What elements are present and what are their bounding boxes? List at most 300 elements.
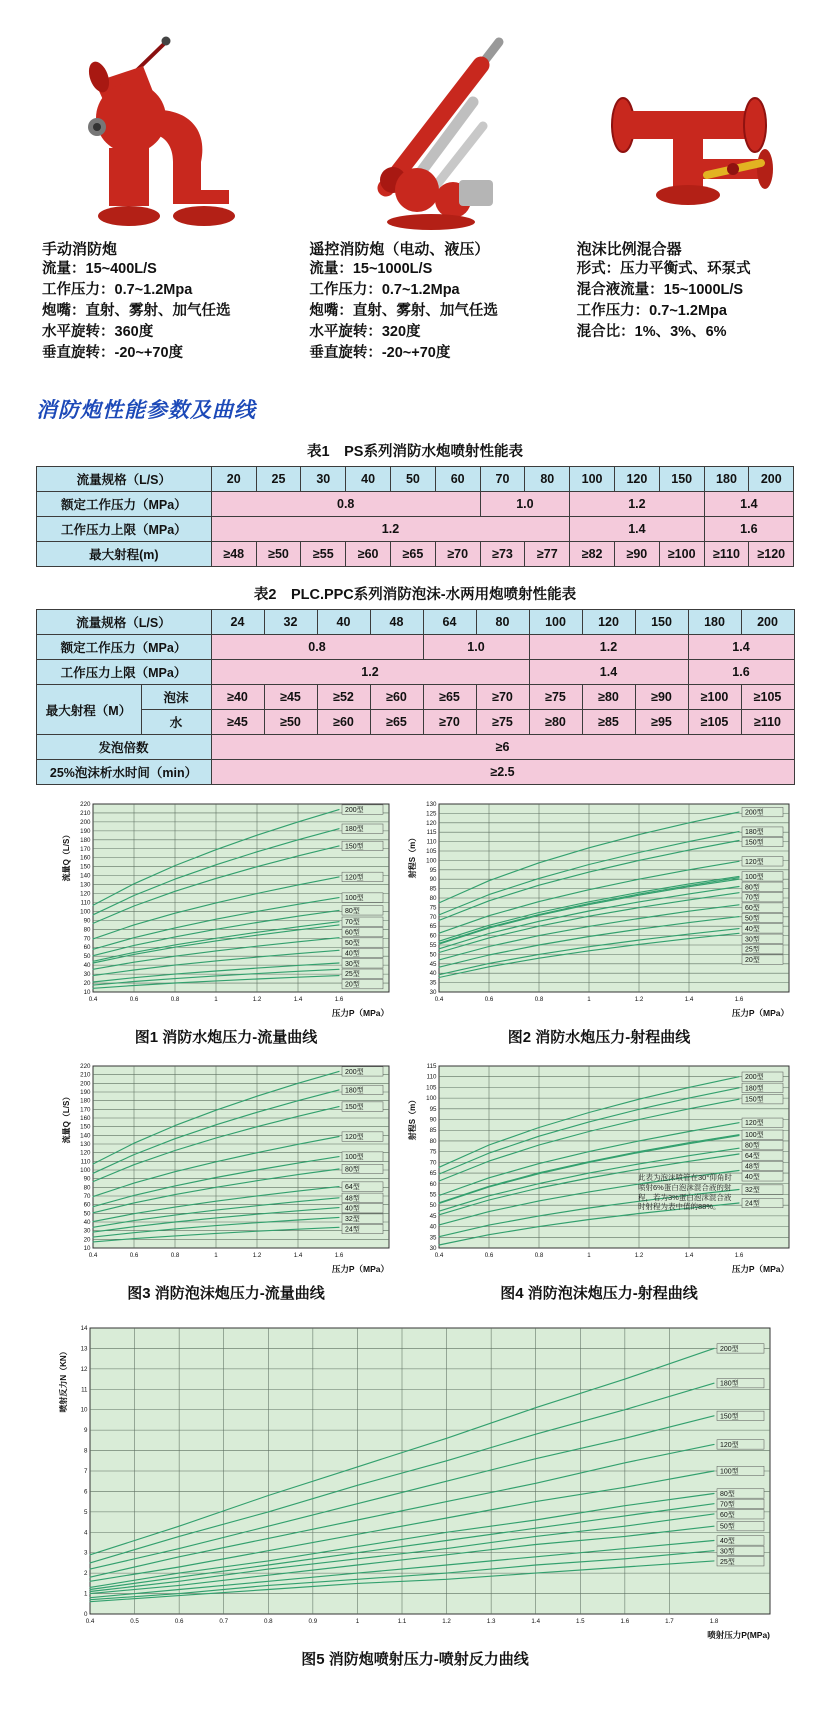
- fig3-chart: [60, 1057, 392, 1280]
- table-cell: 1.4: [529, 660, 688, 685]
- svg-text:60型: 60型: [720, 1511, 735, 1519]
- table-cell: 额定工作压力（MPa）: [36, 492, 211, 517]
- table-cell: ≥100: [659, 542, 704, 567]
- table2-container: [0, 609, 830, 785]
- table-cell: 0.8: [211, 492, 480, 517]
- product-specs: [42, 259, 275, 364]
- svg-text:1.2: 1.2: [252, 1252, 262, 1260]
- svg-text:130: 130: [80, 881, 91, 889]
- svg-text:20型: 20型: [345, 981, 360, 989]
- svg-text:60: 60: [429, 1180, 437, 1188]
- svg-text:压力P（MPa）: 压力P（MPa）: [331, 1264, 389, 1275]
- svg-text:120: 120: [426, 819, 437, 827]
- svg-text:70: 70: [83, 935, 91, 943]
- table-cell: ≥52: [317, 685, 370, 710]
- svg-text:35: 35: [429, 979, 437, 987]
- manual-monitor-image: [42, 22, 275, 230]
- table-cell: ≥48: [211, 542, 256, 567]
- svg-text:120型: 120型: [345, 1134, 364, 1142]
- fig5-plot: [57, 1319, 773, 1641]
- table-cell: 60: [435, 467, 480, 492]
- table-cell: 25: [256, 467, 301, 492]
- svg-text:190: 190: [80, 1089, 91, 1097]
- table-row: [36, 467, 793, 492]
- svg-text:1: 1: [214, 1252, 218, 1260]
- table-cell: 48: [370, 610, 423, 635]
- svg-text:110: 110: [426, 1073, 437, 1081]
- table-cell: 80: [525, 467, 570, 492]
- svg-text:24型: 24型: [745, 1200, 760, 1208]
- product-spec-line: 水平旋转：320度: [309, 324, 421, 341]
- svg-text:100型: 100型: [345, 895, 364, 903]
- table-cell: 最大射程(m): [36, 542, 211, 567]
- table-cell: 1.2: [570, 492, 704, 517]
- svg-text:0.4: 0.4: [88, 996, 98, 1004]
- table-cell: ≥70: [423, 710, 476, 735]
- table-cell: 1.4: [688, 635, 794, 660]
- svg-text:25型: 25型: [720, 1558, 735, 1566]
- table-cell: 1.0: [423, 635, 529, 660]
- svg-text:1.4: 1.4: [531, 1618, 541, 1626]
- svg-text:0.4: 0.4: [434, 996, 444, 1004]
- svg-text:50: 50: [83, 953, 91, 961]
- svg-text:140: 140: [80, 1132, 91, 1140]
- fig1-plot: [60, 795, 392, 1019]
- svg-text:40: 40: [83, 1219, 91, 1227]
- fig2-block: [406, 795, 792, 1057]
- svg-text:32型: 32型: [345, 1216, 360, 1224]
- table-cell: 70: [480, 467, 525, 492]
- table-cell: 水: [141, 710, 211, 735]
- svg-text:60型: 60型: [345, 929, 360, 937]
- svg-text:40型: 40型: [720, 1538, 735, 1546]
- table-cell: ≥60: [317, 710, 370, 735]
- svg-text:1.8: 1.8: [709, 1618, 719, 1626]
- svg-text:30: 30: [83, 1227, 91, 1235]
- svg-text:60: 60: [83, 944, 91, 952]
- svg-text:1.4: 1.4: [684, 1252, 694, 1260]
- svg-text:80型: 80型: [345, 907, 360, 915]
- svg-text:55: 55: [429, 942, 437, 950]
- svg-text:150型: 150型: [345, 843, 364, 851]
- table-cell: 泡沫: [141, 685, 211, 710]
- table-cell: ≥65: [423, 685, 476, 710]
- table-row: [36, 760, 794, 785]
- svg-text:130: 130: [80, 1141, 91, 1149]
- svg-text:220: 220: [80, 1063, 91, 1071]
- svg-text:压力P（MPa）: 压力P（MPa）: [731, 1008, 789, 1019]
- table-cell: 32: [264, 610, 317, 635]
- svg-text:200: 200: [80, 1080, 91, 1088]
- table-cell: ≥100: [688, 685, 741, 710]
- svg-text:90: 90: [429, 1116, 437, 1124]
- table-cell: ≥70: [435, 542, 480, 567]
- svg-text:0.4: 0.4: [434, 1252, 444, 1260]
- product-manual-monitor: [42, 22, 275, 364]
- svg-text:150型: 150型: [745, 839, 764, 847]
- svg-text:1.2: 1.2: [634, 1252, 644, 1260]
- table-cell: 工作压力上限（MPa）: [36, 660, 211, 685]
- svg-text:190: 190: [80, 827, 91, 835]
- table-row: [36, 542, 793, 567]
- svg-text:180型: 180型: [745, 829, 764, 837]
- fig1-caption: 图1 消防水炮压力-流量曲线: [134, 1029, 318, 1047]
- table-cell: ≥105: [741, 685, 794, 710]
- svg-text:170: 170: [80, 1106, 91, 1114]
- table-cell: 1.6: [704, 517, 794, 542]
- svg-text:喷射压力P(MPa): 喷射压力P(MPa): [707, 1630, 770, 1641]
- svg-text:10: 10: [83, 1245, 91, 1253]
- svg-text:120: 120: [80, 1149, 91, 1157]
- svg-text:200: 200: [80, 818, 91, 826]
- svg-text:1.2: 1.2: [442, 1618, 451, 1626]
- svg-text:110: 110: [80, 899, 91, 907]
- svg-text:210: 210: [80, 1071, 91, 1079]
- svg-text:1: 1: [587, 1252, 591, 1260]
- table-cell: ≥80: [582, 685, 635, 710]
- svg-text:200型: 200型: [745, 1074, 764, 1082]
- svg-text:14: 14: [80, 1325, 88, 1333]
- svg-text:7: 7: [84, 1468, 88, 1476]
- svg-text:200型: 200型: [745, 809, 764, 817]
- svg-text:1.2: 1.2: [634, 996, 644, 1004]
- svg-text:80型: 80型: [345, 1166, 360, 1174]
- svg-text:40型: 40型: [345, 1205, 360, 1213]
- product-spec-line: 混合比：1%、3%、6%: [576, 324, 727, 341]
- svg-text:160: 160: [80, 1115, 91, 1123]
- svg-text:0: 0: [84, 1611, 88, 1619]
- table-cell: 20: [211, 467, 256, 492]
- svg-text:115: 115: [426, 1063, 437, 1071]
- svg-text:50型: 50型: [720, 1523, 735, 1531]
- svg-text:115: 115: [426, 829, 437, 837]
- table-cell: ≥75: [476, 710, 529, 735]
- table-cell: 150: [659, 467, 704, 492]
- svg-text:120型: 120型: [745, 858, 764, 866]
- svg-text:105: 105: [426, 848, 437, 856]
- svg-text:70: 70: [429, 913, 437, 921]
- svg-text:6: 6: [84, 1488, 88, 1496]
- svg-text:20型: 20型: [745, 957, 760, 965]
- table-cell: 200: [749, 467, 794, 492]
- svg-text:30: 30: [429, 989, 437, 997]
- svg-text:0.6: 0.6: [129, 1252, 139, 1260]
- fig4-annotation: 此表为泡沫喷管在30°仰角时喷射6%蛋白泡沫混合液的射程，若为3%蛋白泡沫混合液时射程为表中值的88%。: [638, 1173, 732, 1212]
- fig2-chart: [406, 795, 792, 1024]
- svg-text:120型: 120型: [720, 1442, 739, 1450]
- svg-text:80型: 80型: [720, 1491, 735, 1499]
- table-cell: 50: [391, 467, 436, 492]
- table-cell: 100: [529, 610, 582, 635]
- svg-text:110: 110: [80, 1158, 91, 1166]
- product-spec-line: 炮嘴：直射、雾射、加气任选: [309, 303, 498, 320]
- product-name: 手动消防炮: [42, 241, 118, 258]
- table-cell: 120: [614, 467, 659, 492]
- table1-title: 表1 PS系列消防水炮喷射性能表: [307, 444, 523, 461]
- table-cell: 1.2: [211, 660, 529, 685]
- table-cell: 1.4: [704, 492, 794, 517]
- table-cell: 流量规格（L/S）: [36, 467, 211, 492]
- table-cell: ≥75: [529, 685, 582, 710]
- svg-text:40型: 40型: [745, 1173, 760, 1181]
- svg-text:0.4: 0.4: [88, 1252, 98, 1260]
- table-cell: 1.2: [529, 635, 688, 660]
- product-spec-line: 工作压力：0.7~1.2Mpa: [576, 303, 727, 320]
- table1-container: [0, 466, 830, 567]
- svg-text:1.2: 1.2: [252, 996, 262, 1004]
- fig5-chart: [57, 1319, 773, 1646]
- table-cell: 80: [476, 610, 529, 635]
- svg-text:80型: 80型: [745, 884, 760, 892]
- svg-text:60: 60: [429, 932, 437, 940]
- svg-text:1.3: 1.3: [486, 1618, 496, 1626]
- table-row: [36, 635, 794, 660]
- svg-text:1.6: 1.6: [734, 1252, 744, 1260]
- fig2-caption: 图2 消防水炮压力-射程曲线: [507, 1029, 691, 1047]
- svg-text:25型: 25型: [745, 946, 760, 954]
- svg-text:75: 75: [429, 904, 437, 912]
- table-row: [36, 735, 794, 760]
- table-cell: ≥80: [529, 710, 582, 735]
- svg-text:0.8: 0.8: [170, 1252, 180, 1260]
- table-cell: ≥105: [688, 710, 741, 735]
- product-spec-line: 工作压力：0.7~1.2Mpa: [309, 282, 460, 299]
- table-cell: 200: [741, 610, 794, 635]
- table-cell: 1.2: [211, 517, 569, 542]
- svg-text:20: 20: [83, 1236, 91, 1244]
- svg-text:170: 170: [80, 845, 91, 853]
- svg-text:65: 65: [429, 923, 437, 931]
- table-row: [36, 517, 793, 542]
- svg-text:100: 100: [80, 908, 91, 916]
- svg-text:8: 8: [84, 1447, 88, 1455]
- svg-text:180型: 180型: [345, 826, 364, 834]
- table2-title: 表2 PLC.PPC系列消防泡沫-水两用炮喷射性能表: [253, 587, 577, 604]
- svg-text:60: 60: [83, 1201, 91, 1209]
- svg-text:200型: 200型: [345, 807, 364, 815]
- fig1-chart: [60, 795, 392, 1024]
- svg-text:13: 13: [80, 1345, 88, 1353]
- svg-text:48型: 48型: [745, 1163, 760, 1171]
- svg-text:1.5: 1.5: [575, 1618, 585, 1626]
- table-cell: 24: [211, 610, 264, 635]
- svg-text:1.6: 1.6: [620, 1618, 630, 1626]
- table-cell: ≥65: [391, 542, 436, 567]
- table-cell: ≥110: [741, 710, 794, 735]
- svg-text:50型: 50型: [345, 940, 360, 948]
- fig4-chart: [406, 1057, 792, 1280]
- svg-text:120: 120: [80, 890, 91, 898]
- table-cell: ≥2.5: [211, 760, 794, 785]
- svg-text:0.5: 0.5: [130, 1618, 139, 1626]
- svg-text:105: 105: [426, 1084, 437, 1092]
- product-spec-line: 垂直旋转：-20~+70度: [42, 345, 184, 362]
- table-row: [36, 492, 793, 517]
- svg-text:压力P（MPa）: 压力P（MPa）: [331, 1008, 389, 1019]
- svg-text:100型: 100型: [720, 1468, 739, 1476]
- fig2-plot: [406, 795, 792, 1019]
- svg-text:0.8: 0.8: [170, 996, 180, 1004]
- svg-text:1: 1: [587, 996, 591, 1004]
- svg-text:55: 55: [429, 1191, 437, 1199]
- svg-text:125: 125: [426, 810, 437, 818]
- svg-text:40型: 40型: [745, 925, 760, 933]
- svg-text:喷射反力N（KN）: 喷射反力N（KN）: [59, 1347, 68, 1413]
- svg-text:0.8: 0.8: [534, 1252, 544, 1260]
- product-name: 遥控消防炮（电动、液压）: [309, 241, 490, 258]
- table-cell: 发泡倍数: [36, 735, 211, 760]
- svg-text:0.6: 0.6: [174, 1618, 184, 1626]
- svg-text:4: 4: [84, 1529, 88, 1537]
- svg-text:180: 180: [80, 836, 91, 844]
- table-row: [36, 660, 794, 685]
- svg-text:90: 90: [429, 876, 437, 884]
- svg-text:150型: 150型: [745, 1096, 764, 1104]
- svg-text:100: 100: [80, 1167, 91, 1175]
- svg-text:0.8: 0.8: [534, 996, 544, 1004]
- table-cell: 100: [570, 467, 615, 492]
- svg-text:0.7: 0.7: [219, 1618, 229, 1626]
- svg-text:210: 210: [80, 810, 91, 818]
- manual-monitor-illustration: [69, 30, 249, 230]
- charts-grid: [0, 795, 830, 1313]
- product-spec-line: 工作压力：0.7~1.2Mpa: [42, 282, 193, 299]
- table-cell: 25%泡沫析水时间（min）: [36, 760, 211, 785]
- fig4-block: [406, 1057, 792, 1313]
- remote-monitor-image: [309, 22, 542, 230]
- table-cell: ≥90: [614, 542, 659, 567]
- table-cell: ≥77: [525, 542, 570, 567]
- table-cell: ≥82: [570, 542, 615, 567]
- svg-text:50: 50: [83, 1210, 91, 1218]
- svg-text:70型: 70型: [720, 1501, 735, 1509]
- table-row: [36, 610, 794, 635]
- table-cell: ≥50: [256, 542, 301, 567]
- product-specs: [309, 259, 542, 364]
- svg-text:100型: 100型: [345, 1154, 364, 1162]
- svg-text:40: 40: [429, 970, 437, 978]
- product-name: 泡沫比例混合器: [576, 241, 682, 258]
- svg-text:30型: 30型: [720, 1548, 735, 1556]
- foam-proportioner-illustration: [593, 55, 793, 230]
- svg-text:30: 30: [429, 1245, 437, 1253]
- table1: [36, 466, 794, 567]
- product-spec-line: 流量：15~1000L/S: [309, 261, 433, 277]
- svg-text:0.6: 0.6: [484, 996, 494, 1004]
- svg-text:80: 80: [83, 1184, 91, 1192]
- svg-text:30型: 30型: [745, 936, 760, 944]
- table-cell: 30: [301, 467, 346, 492]
- svg-text:75: 75: [429, 1148, 437, 1156]
- table-cell: ≥73: [480, 542, 525, 567]
- table-cell: 180: [688, 610, 741, 635]
- svg-text:50型: 50型: [745, 915, 760, 923]
- svg-text:150型: 150型: [720, 1413, 739, 1421]
- svg-text:85: 85: [429, 885, 437, 893]
- table-cell: 最大射程（M）: [36, 685, 141, 735]
- svg-text:200型: 200型: [720, 1346, 739, 1354]
- svg-text:100型: 100型: [745, 873, 764, 881]
- svg-text:60型: 60型: [745, 905, 760, 913]
- svg-text:85: 85: [429, 1127, 437, 1135]
- svg-text:24型: 24型: [345, 1226, 360, 1234]
- svg-text:流量Q（L/S）: 流量Q（L/S）: [62, 1092, 71, 1144]
- svg-text:180型: 180型: [745, 1085, 764, 1093]
- svg-text:11: 11: [81, 1386, 88, 1394]
- svg-text:30型: 30型: [345, 960, 360, 968]
- table-cell: ≥95: [635, 710, 688, 735]
- fig4-plot: [406, 1057, 792, 1275]
- svg-text:30: 30: [83, 971, 91, 979]
- table-cell: ≥70: [476, 685, 529, 710]
- svg-text:130: 130: [426, 801, 437, 809]
- table-cell: ≥120: [749, 542, 794, 567]
- svg-text:10: 10: [83, 989, 91, 997]
- table-cell: 180: [704, 467, 749, 492]
- svg-text:0.9: 0.9: [308, 1618, 318, 1626]
- svg-text:0.8: 0.8: [263, 1618, 273, 1626]
- product-foam-proportioner: [577, 22, 810, 364]
- table-cell: 1.0: [480, 492, 570, 517]
- table-cell: ≥50: [264, 710, 317, 735]
- svg-text:80型: 80型: [745, 1142, 760, 1150]
- svg-text:45: 45: [429, 1212, 437, 1220]
- svg-text:9: 9: [84, 1427, 88, 1435]
- svg-text:1.4: 1.4: [293, 996, 303, 1004]
- svg-text:1.6: 1.6: [334, 1252, 344, 1260]
- svg-text:100: 100: [426, 857, 437, 865]
- svg-text:150: 150: [80, 1123, 91, 1131]
- svg-text:50: 50: [429, 1202, 437, 1210]
- svg-text:1.6: 1.6: [334, 996, 344, 1004]
- svg-text:1.4: 1.4: [293, 1252, 303, 1260]
- svg-text:0.6: 0.6: [484, 1252, 494, 1260]
- svg-text:1: 1: [355, 1618, 360, 1626]
- svg-text:180型: 180型: [720, 1380, 739, 1388]
- product-remote-monitor: [309, 22, 542, 364]
- table2: [36, 609, 795, 785]
- table-cell: ≥110: [704, 542, 749, 567]
- table-row: [36, 710, 794, 735]
- table-cell: ≥60: [370, 685, 423, 710]
- svg-text:32型: 32型: [745, 1187, 760, 1195]
- table-cell: ≥90: [635, 685, 688, 710]
- svg-text:1.6: 1.6: [734, 996, 744, 1004]
- svg-text:150型: 150型: [345, 1104, 364, 1112]
- table-row: [36, 685, 794, 710]
- svg-text:220: 220: [80, 801, 91, 809]
- svg-text:70型: 70型: [745, 894, 760, 902]
- svg-text:140: 140: [80, 872, 91, 880]
- svg-text:150: 150: [80, 863, 91, 871]
- svg-text:射程S（m）: 射程S（m）: [408, 1095, 417, 1141]
- svg-text:40: 40: [429, 1223, 437, 1231]
- svg-text:1.4: 1.4: [684, 996, 694, 1004]
- svg-text:64型: 64型: [345, 1184, 360, 1192]
- table-cell: 1.4: [570, 517, 704, 542]
- svg-text:90: 90: [83, 1175, 91, 1183]
- svg-text:120型: 120型: [745, 1120, 764, 1128]
- fig4-caption: 图4 消防泡沫炮压力-射程曲线: [500, 1285, 698, 1303]
- product-spec-line: 形式：压力平衡式、环泵式: [576, 261, 751, 277]
- table-cell: 40: [346, 467, 391, 492]
- svg-text:70: 70: [83, 1193, 91, 1201]
- svg-text:70: 70: [429, 1159, 437, 1167]
- svg-text:110: 110: [426, 838, 437, 846]
- svg-text:160: 160: [80, 854, 91, 862]
- table-cell: 64: [423, 610, 476, 635]
- svg-text:3: 3: [84, 1549, 88, 1557]
